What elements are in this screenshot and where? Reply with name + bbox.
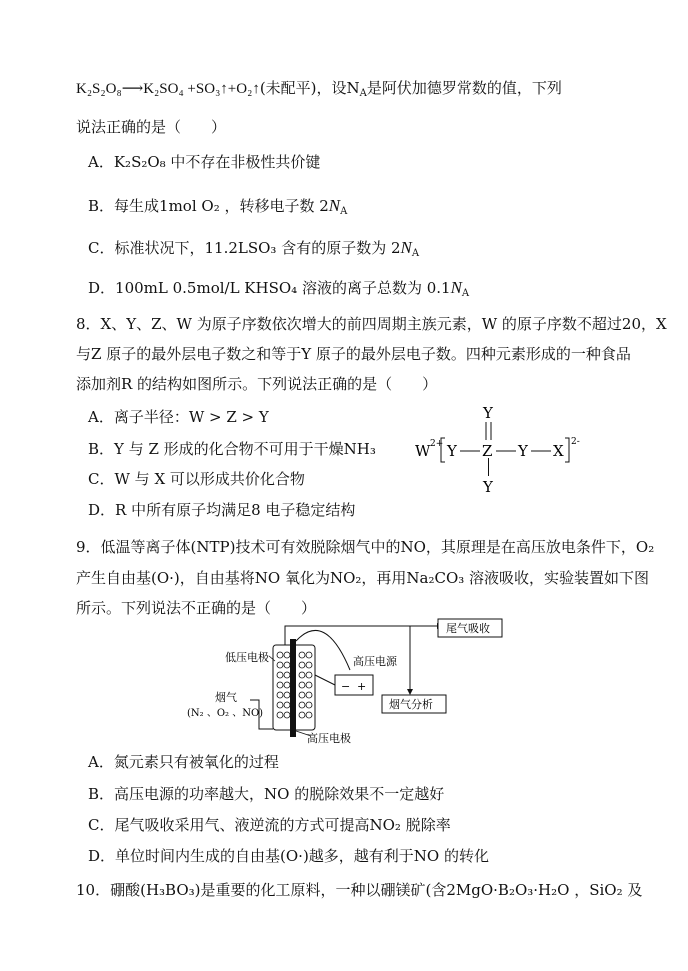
option-text: R 中所有原子均满足8 电子稳定结构 [115,501,356,519]
high-voltage-source-label: 高压电源 [353,655,397,668]
q8-option-d[interactable] [88,500,355,520]
option-text: 单位时间内生成的自由基(O·)越多，越有利于NO 的转化 [115,847,489,865]
q9-stem-line3: 所示。下列说法不正确的是（ ） [76,599,317,617]
flue-analysis-label: 烟气分析 [389,698,433,711]
option-label: D． [88,847,116,865]
right-bracket [565,438,569,462]
q10-stem-line1: 10．硼酸(H₃BO₃)是重要的化工原料，一种以硼镁矿(含2MgO·B₂O₃·H₂O ，SiO₂ 及 [76,881,643,899]
option-label: B． [88,785,115,803]
q7-na-sub: A [359,88,367,99]
cation-charge: 2+ [430,439,444,449]
option-label: B． [88,440,115,458]
low-voltage-electrode-label: 低压电极 [225,651,269,664]
option-label: A． [88,153,114,171]
q8-option-c[interactable] [88,469,305,489]
option-text: 尾气吸收采用气、液逆流的方式可提高NO₂ 脱除率 [114,816,451,834]
wire-low-electrode [315,675,335,685]
high-voltage-electrode-label: 高压电极 [307,732,351,745]
anion-charge: 2- [571,437,580,447]
q9-stem-line2: 产生自由基(O·)，自由基将NO 氧化为NO₂，再用Na₂CO₃ 溶液吸收，实验装置如下图 [76,569,650,587]
q7-option-c[interactable] [88,238,419,258]
option-label: C． [88,470,115,488]
q8-stem-line1: 8．X、Y、Z、W 为原子序数依次增大的前四周期主族元素，W 的原子序数不超过20，X [76,315,667,333]
option-text: K₂S₂O₈ 中不存在非极性共价键 [113,153,321,171]
option-text: 离子半径：W > Z > Y [113,408,269,426]
atom-z: Z [482,442,493,460]
q8-option-a[interactable] [88,407,269,427]
option-text: Y 与 Z 形成的化合物不可用于干燥NH₃ [114,440,376,458]
option-text: 100mL 0.5mol/L KHSO₄ 溶液的离子总数为 0.1 [115,279,451,297]
option-label: D． [88,501,116,519]
high-voltage-electrode-rod [290,639,296,737]
option-text: 高压电源的功率越大，NO 的脱除效果不一定越好 [114,785,445,803]
cation-w: W [415,442,431,460]
q8-option-b[interactable] [88,439,376,459]
option-label: A． [88,753,114,771]
q7-stem-line1 [76,78,562,99]
option-label: C． [88,239,115,257]
avogadro-sub: A [461,288,470,299]
arrow-head [407,689,413,695]
avogadro-symbol: N [400,238,412,257]
flue-gas-components: (N₂ 、O₂ 、NO) [187,708,264,719]
q9-option-a[interactable] [88,752,279,772]
q9-stem-line1: 9．低温等离子体(NTP)技术可有效脱除烟气中的NO，其原理是在高压放电条件下，O₂ [76,538,655,556]
option-label: C． [88,816,115,834]
option-label: A． [88,408,114,426]
q8-structure-diagram [405,400,595,500]
tail-gas-label: 尾气吸收 [446,622,490,635]
q7-stem-end: 是阿伏加德罗常数的值，下列 [366,79,562,97]
atom-y-top: Y [483,404,493,422]
avogadro-symbol: N [328,196,341,215]
atom-y-bottom: Y [483,478,493,496]
q7-eq-products: K₂SO₄ +SO₃↑+O₂↑ [143,81,260,97]
option-text: W 与 X 可以形成共价化合物 [114,470,305,488]
atom-x: X [553,442,564,460]
option-label: D． [88,279,116,297]
power-minus: − [341,680,351,693]
q7-eq-arrow: ⟶ [121,79,144,97]
avogadro-sub: A [411,248,420,259]
option-text: 氮元素只有被氧化的过程 [113,753,279,771]
q7-option-a[interactable] [88,152,320,172]
pipe-to-tail-gas [285,626,437,645]
atom-y-right: Y [518,442,528,460]
q9-option-d[interactable] [88,846,489,866]
atom-y-left: Y [447,442,457,460]
q7-option-b[interactable] [88,196,347,216]
q8-stem-line3: 添加剂R 的结构如图所示。下列说法正确的是（ ） [76,375,438,393]
q9-apparatus-diagram [175,615,515,750]
option-text: 标准状况下，11.2LSO₃ 含有的原子数为 2 [114,239,401,257]
q7-option-d[interactable] [88,278,469,298]
avogadro-symbol: N [450,278,462,297]
q8-stem-line2: 与Z 原子的最外层电子数之和等于Y 原子的最外层电子数。四种元素形成的一种食品 [76,345,631,363]
power-plus: + [357,680,367,693]
q9-option-b[interactable] [88,784,444,804]
q9-option-c[interactable] [88,815,451,835]
q7-stem-rest: (未配平)，设N [259,79,360,97]
avogadro-sub: A [340,206,348,217]
flue-gas-label: 烟气 [215,691,237,704]
q7-stem-line2: 说法正确的是（ ） [76,118,227,136]
option-label: B． [88,197,115,215]
q7-eq-reactant: K₂S₂O₈ [76,81,122,97]
option-text: 每生成1mol O₂ ，转移电子数 2 [114,197,329,215]
